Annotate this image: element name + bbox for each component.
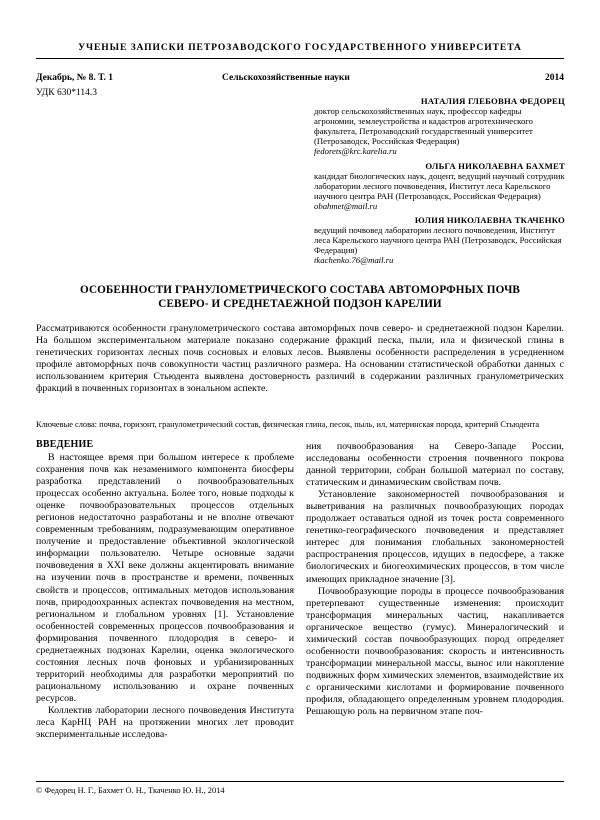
footer-rule <box>36 781 564 782</box>
author-1 <box>314 96 565 157</box>
copyright: © Федорец Н. Г., Бахмет О. Н., Ткаченко Ю. Н., 2014 <box>36 786 225 795</box>
year: 2014 <box>545 73 564 83</box>
section-name: Сельскохозяйственные науки <box>222 73 350 83</box>
body-column-left <box>36 452 294 741</box>
author-2 <box>314 161 565 211</box>
authors-block <box>314 96 565 270</box>
issue-info: Декабрь, № 8. Т. 1 <box>36 73 114 83</box>
author-affiliation: доктор сельскохозяйственных наук, профессор кафедры агрономии, землеустройства и кадастров агротехнического факультета, Петрозаводский государственный университет (Петрозаводск, Российская Федерация) <box>314 106 533 147</box>
paragraph: Коллектив лаборатории лесного почвоведения Института леса КарНЦ РАН на протяжении многих лет проводит экспериментальные исследова- <box>36 704 294 741</box>
paragraph: Почвообразующие породы в процессе почвообразования претерпевают существенные изменения: происходит трансформация минеральных частиц, накапливается органическое вещество (гумус). Минералогический и химический состав почвообразующих пород определяет особенности почвообразования: скорость и интенсивность трансформации минеральной массы, вынос или накопление подвижных форм химических элементов, взаимодействие их с органическими кислотами и формирование почвенного профиля, обладающего определенным уровнем плодородия. Решающую роль на первичном этапе поч- <box>306 585 564 718</box>
article-title: ОСОБЕННОСТИ ГРАНУЛОМЕТРИЧЕСКОГО СОСТАВА АВТОМОРФНЫХ ПОЧВ СЕВЕРО- И СРЕДНЕТАЕЖНОЙ ПОДЗОН КАРЕЛИИ <box>80 284 520 310</box>
udk-code: УДК 630*114.3 <box>36 88 97 98</box>
author-email[interactable]: fedorets@krc.karelia.ru <box>314 146 397 157</box>
paragraph: Установление закономерностей почвообразования и выветривания на различных почвообразующих породах продолжает оставаться одной из точек роста современного генетико-географического почвоведения и представляет интерес для понимания глобальных закономерностей распространения процессов, идущих в педосфере, а также биологических и биогеохимических процессов, в том числе имеющих прикладное значение [3]. <box>306 489 564 585</box>
section-heading: ВВЕДЕНИЕ <box>36 439 94 450</box>
author-affiliation: кандидат биологических наук, доцент, ведущий научный сотрудник лаборатории лесного почвоведения, Институт леса Карельского научного центра РАН (Петрозаводск, Российская Федерация) <box>314 170 565 201</box>
abstract: Рассматриваются особенности гранулометрического состава автоморфных почв северо- и среднетаежной подзон Карелии. На большом экспериментальном материале показано содержание фракций песка, пыли, ила и физической глины в генетических горизонтах лесных почв сосновых и еловых лесов. Выявлены особенности распределения в усредненном профиле автоморфных почв совокупности частиц различного размера. На основании статистической обработки данных с использованием критерия Стьюдента выявлена достоверность различий в содержании различных гранулометрических фракций в почвенных горизонтах в зональном аспекте. <box>36 323 564 395</box>
author-name: НАТАЛИЯ ГЛЕБОВНА ФЕДОРЕЦ <box>420 96 565 106</box>
keywords: Ключевые слова: почва, горизонт, гранулометрический состав, физическая глина, песок, пыль, ил, материнская порода, критерий Стьюдента <box>36 420 540 429</box>
author-3 <box>314 215 565 265</box>
author-email[interactable]: obahmet@mail.ru <box>314 200 378 211</box>
journal-title: УЧЕНЫЕ ЗАПИСКИ ПЕТРОЗАВОДСКОГО ГОСУДАРСТВЕННОГО УНИВЕРСИТЕТА <box>78 42 522 53</box>
author-email[interactable]: tkachenko.76@mail.ru <box>314 255 394 266</box>
author-affiliation: ведущий почвовед лаборатории лесного почвоведения, Институт леса Карельского научного центра РАН (Петрозаводск, Российская Федерация) <box>314 225 562 256</box>
body-column-right <box>306 441 564 718</box>
paragraph: В настоящее время при большом интересе к проблеме сохранения почв как незаменимого компонента биосферы разработка представлений о почвообразовательных процессах особенно актуальна. Более того, новые подходы к оценке почвообразовательных процессов отдельных регионов недостаточно разработаны и не вполне отвечают современным требованиям, подразумевающим оперативное получение и предоставление объективной экологической информации пользователю. Четыре основные задачи почвоведения в XXI веке должны акцентировать внимание на изучении почв в пространстве и времени, почвенных свойств и процессов, оптимальных методов использования почв, природоохранных аспектах почвоведения на местном, региональном и глобальном уровнях [1]. Установление особенностей современных процессов почвообразования и формирования почвенного плодородия в северо- и среднетаежных подзонах Карелии, оценка экологического состояния лесных почв фоновых и урбанизированных территорий необходимы для разработки мероприятий по рациональному использованию и охране почвенных ресурсов. <box>36 452 294 704</box>
paragraph: ния почвообразования на Северо-Западе России, исследованы особенности строения почвенного покрова данной территории, собран большой материал по составу, статическим и динамическим свойствам почв. <box>306 441 564 489</box>
author-name: ОЛЬГА НИКОЛАЕВНА БАХМЕТ <box>425 160 565 171</box>
header-rule <box>36 58 564 59</box>
author-name: ЮЛИЯ НИКОЛАЕВНА ТКАЧЕНКО <box>414 215 565 226</box>
